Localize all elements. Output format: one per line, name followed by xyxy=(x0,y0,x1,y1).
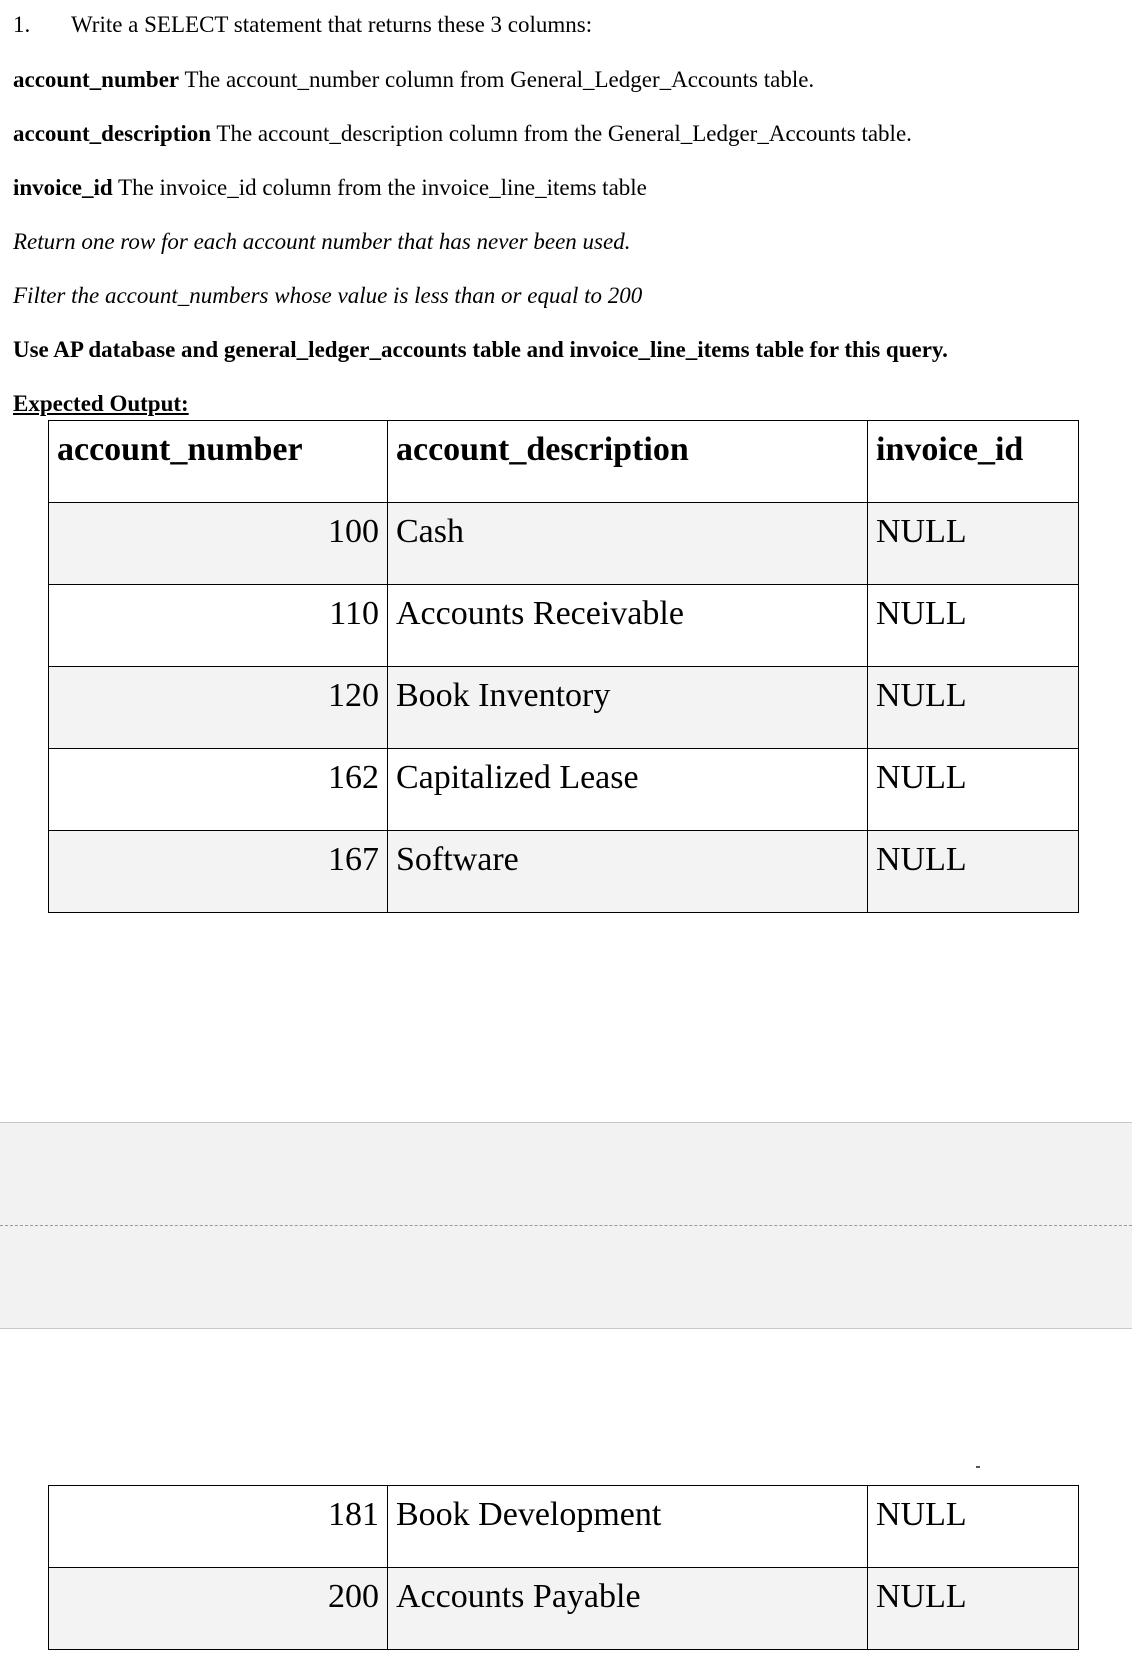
column-spec-invoice-id xyxy=(13,174,647,202)
table-row xyxy=(49,1486,1079,1568)
cell-account-description: Cash xyxy=(388,503,868,585)
table-row xyxy=(49,1568,1079,1650)
cell-account-number: 100 xyxy=(49,503,388,585)
column-spec-name: invoice_id xyxy=(13,175,113,200)
expected-output-table-continued xyxy=(48,1485,1079,1650)
column-spec-description: The account_number column from General_Ledger_Accounts table. xyxy=(184,67,815,92)
cell-invoice-id: NULL xyxy=(868,1486,1079,1568)
cell-account-number: 120 xyxy=(49,667,388,749)
cell-invoice-id: NULL xyxy=(868,585,1079,667)
cell-account-description: Book Inventory xyxy=(388,667,868,749)
cell-invoice-id: NULL xyxy=(868,1568,1079,1650)
expected-output-table xyxy=(48,420,1079,913)
stray-mark xyxy=(976,1466,980,1468)
question-prompt: Write a SELECT statement that returns these 3 columns: xyxy=(71,12,593,37)
cell-account-description: Software xyxy=(388,831,868,913)
table-row xyxy=(49,667,1079,749)
question-number: 1. xyxy=(13,12,31,37)
column-spec-description: The account_description column from the General_Ledger_Accounts table. xyxy=(216,121,912,146)
table-header-row xyxy=(49,421,1079,503)
column-spec-name: account_description xyxy=(13,121,212,146)
page-break-dashed-line xyxy=(0,1225,1132,1226)
cell-invoice-id: NULL xyxy=(868,749,1079,831)
column-spec-description: The invoice_id column from the invoice_line_items table xyxy=(118,175,647,200)
table-row xyxy=(49,749,1079,831)
cell-account-description: Capitalized Lease xyxy=(388,749,868,831)
cell-account-number: 200 xyxy=(49,1568,388,1650)
header-account-description: account_description xyxy=(388,421,868,503)
cell-account-number: 110 xyxy=(49,585,388,667)
cell-invoice-id: NULL xyxy=(868,831,1079,913)
column-spec-name: account_number xyxy=(13,67,180,92)
cell-account-number: 162 xyxy=(49,749,388,831)
column-spec-account-number xyxy=(13,66,814,94)
header-invoice-id: invoice_id xyxy=(868,421,1079,503)
instruction-rule-2: Filter the account_numbers whose value is less than or equal to 200 xyxy=(13,283,643,308)
question-line xyxy=(13,11,592,39)
table-row xyxy=(49,585,1079,667)
instruction-rule-1: Return one row for each account number that has never been used. xyxy=(13,229,631,254)
cell-account-description: Accounts Receivable xyxy=(388,585,868,667)
cell-account-description: Book Development xyxy=(388,1486,868,1568)
table-row xyxy=(49,503,1079,585)
cell-invoice-id: NULL xyxy=(868,503,1079,585)
table-row xyxy=(49,831,1079,913)
cell-account-number: 181 xyxy=(49,1486,388,1568)
cell-account-description: Accounts Payable xyxy=(388,1568,868,1650)
header-account-number: account_number xyxy=(49,421,388,503)
instruction-db-note: Use AP database and general_ledger_accounts table and invoice_line_items table for this query. xyxy=(13,337,948,362)
column-spec-account-description xyxy=(13,120,912,148)
expected-output-label: Expected Output: xyxy=(13,391,189,416)
cell-account-number: 167 xyxy=(49,831,388,913)
cell-invoice-id: NULL xyxy=(868,667,1079,749)
